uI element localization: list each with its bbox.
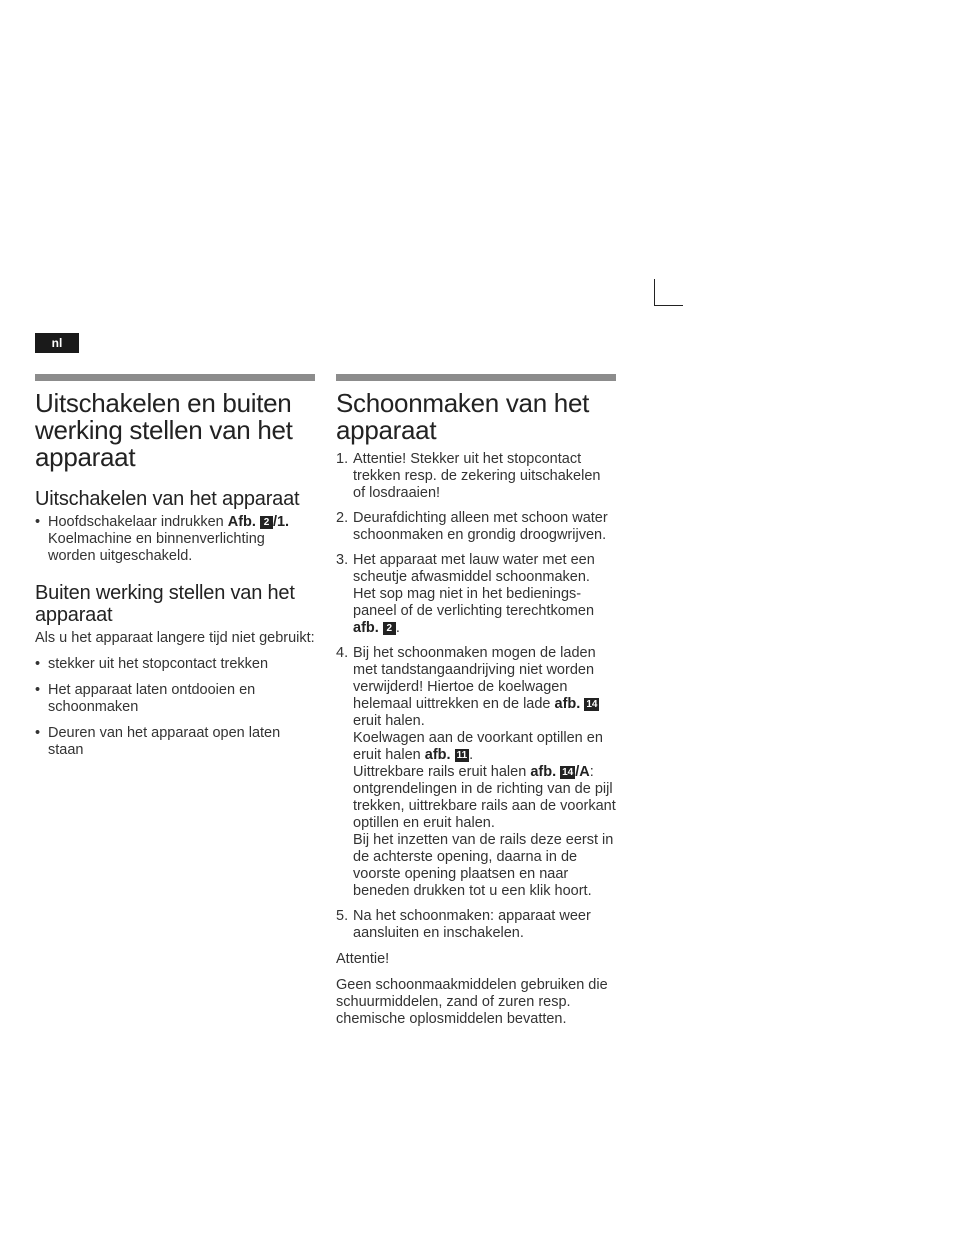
figure-number-badge: 2 [260, 516, 273, 529]
section-heading-switch-off: Uitschakelen van het apparaat [35, 488, 300, 510]
list-item: • Het apparaat laten ontdooien en schoonmaken [35, 682, 315, 716]
list-item: 3. Het apparaat met lauw water met een scheutje afwasmiddel schoonmaken. Het sop mag niet in het bedienings-paneel of de verlichting terechtkomen afb. 2 . [336, 552, 595, 636]
list-item: • Hoofdschakelaar indrukken Afb. 2 /1. Koelmachine en binnenverlichting worden uitgeschakeld. [35, 514, 315, 565]
figure-ref: afb. [353, 620, 379, 636]
list-item: 4. Bij het schoonmaken mogen de laden met tandstangaandrijving niet worden verwijderd! Hiertoe de koelwagen helemaal uittrekken en de lade afb. 14 eruit halen. Koelwagen aan de voorkant optillen en eruit halen afb. 11 . Uittrekbare rails eruit halen afb. 14 /A: ontgrendelingen in de richting van de pijl trekken, uittrekbare rails aan de voorkant optillen en eruit halen. Bij het inzetten van de rails deze eerst in de achterste opening, daarna in de voorste opening plaatsen en naar beneden drukken tot u een klik hoort. [336, 645, 616, 899]
section-rule [35, 374, 315, 381]
list-item: 1. Attentie! Stekker uit het stopcontact trekken resp. de zekering uitschakelen of losdraaien! [336, 451, 601, 501]
section-heading-decommission: Buiten werking stellen van het apparaat [35, 582, 295, 626]
decommission-list [35, 656, 315, 759]
figure-ref: afb. [554, 696, 581, 712]
figure-ref: afb. [530, 764, 557, 780]
list-item: • Deuren van het apparaat open laten staan [35, 725, 315, 759]
switch-off-list [35, 514, 315, 565]
list-item: • stekker uit het stopcontact trekken [35, 656, 315, 673]
note-heading: Attentie! [336, 951, 390, 967]
figure-number-badge: 14 [562, 767, 574, 778]
left-title: Uitschakelen en buiten werking stellen van het apparaat [35, 388, 293, 472]
right-column [336, 374, 616, 1028]
list-item: 5. Na het schoonmaken: apparaat weer aansluiten en inschakelen. [336, 908, 591, 941]
decommission-intro: Als u het apparaat langere tijd niet gebruikt: [35, 630, 315, 646]
note-text: Geen schoonmaakmiddelen gebruiken die schuurmiddelen, zand of zuren resp. chemische oplosmiddelen bevatten. [336, 977, 608, 1027]
figure-number-badge: 11 [456, 750, 468, 761]
cleaning-steps [336, 451, 616, 942]
section-rule [336, 374, 616, 381]
crop-mark [654, 279, 683, 306]
figure-number-badge: 14 [586, 699, 598, 710]
figure-ref: Afb. [227, 514, 256, 530]
language-tab: nl [35, 333, 79, 353]
figure-number-badge: 2 [383, 622, 396, 635]
list-item: 2. Deurafdichting alleen met schoon water schoonmaken en grondig droogwrijven. [336, 510, 608, 543]
right-title: Schoonmaken van het apparaat [336, 388, 590, 445]
left-column [35, 374, 315, 768]
figure-ref: afb. [424, 747, 451, 763]
